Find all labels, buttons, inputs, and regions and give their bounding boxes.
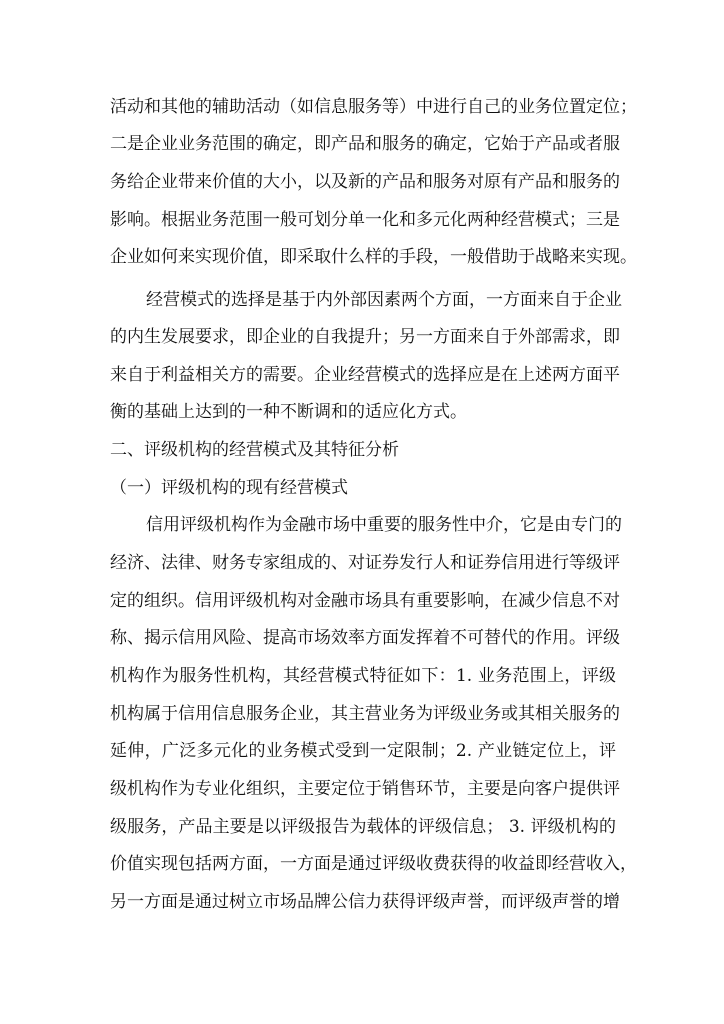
section-heading: 二、评级机构的经营模式及其特征分析 [110,440,399,460]
text-line: 活动和其他的辅助活动（如信息服务等）中进行自己的业务位置定位； [110,97,637,117]
text-line: 影响。根据业务范围一般可划分单一化和多元化两种经营模式；三是 [110,210,620,230]
text-line: 价值实现包括两方面，一方面是通过评级收费获得的收益即经营收入， [110,854,637,874]
text-line: 另一方面是通过树立市场品牌公信力获得评级声誉，而评级声誉的增 [110,892,620,912]
text-line: 级机构作为专业化组织，主要定位于销售环节，主要是向客户提供评 [110,779,620,799]
subsection-heading: （一）评级机构的现有经营模式 [110,478,348,498]
text-line: 机构属于信用信息服务企业，其主营业务为评级业务或其相关服务的 [110,704,620,724]
text-line: 的内生发展要求，即企业的自我提升；另一方面来自于外部需求，即 [110,327,620,347]
text-line: 衡的基础上达到的一种不断调和的适应化方式。 [110,402,467,422]
text-line: 企业如何来实现价值，即采取什么样的手段，一般借助于战略来实现。 [110,247,637,267]
text-line: 经济、法律、财务专家组成的、对证券发行人和证券信用进行等级评 [110,553,620,573]
paragraph-first-line: 信用评级机构作为金融市场中重要的服务性中介，它是由专门的 [146,515,622,535]
text-line: 机构作为服务性机构，其经营模式特征如下：1. 业务范围上，评级 [110,666,616,686]
text-line: 来自于利益相关方的需要。企业经营模式的选择应是在上述两方面平 [110,365,620,385]
text-line: 级服务，产品主要是以评级报告为载体的评级信息； 3. 评级机构的 [110,817,616,837]
text-line: 定的组织。信用评级机构对金融市场具有重要影响，在减少信息不对 [110,591,620,611]
text-line: 务给企业带来价值的大小，以及新的产品和服务对原有产品和服务的 [110,172,620,192]
text-line: 称、揭示信用风险、提高市场效率方面发挥着不可替代的作用。评级 [110,628,620,648]
text-line: 二是企业业务范围的确定，即产品和服务的确定，它始于产品或者服 [110,134,620,154]
text-line: 延伸，广泛多元化的业务模式受到一定限制；2. 产业链定位上，评 [110,741,616,761]
paragraph-first-line: 经营模式的选择是基于内外部因素两个方面，一方面来自于企业 [146,290,622,310]
